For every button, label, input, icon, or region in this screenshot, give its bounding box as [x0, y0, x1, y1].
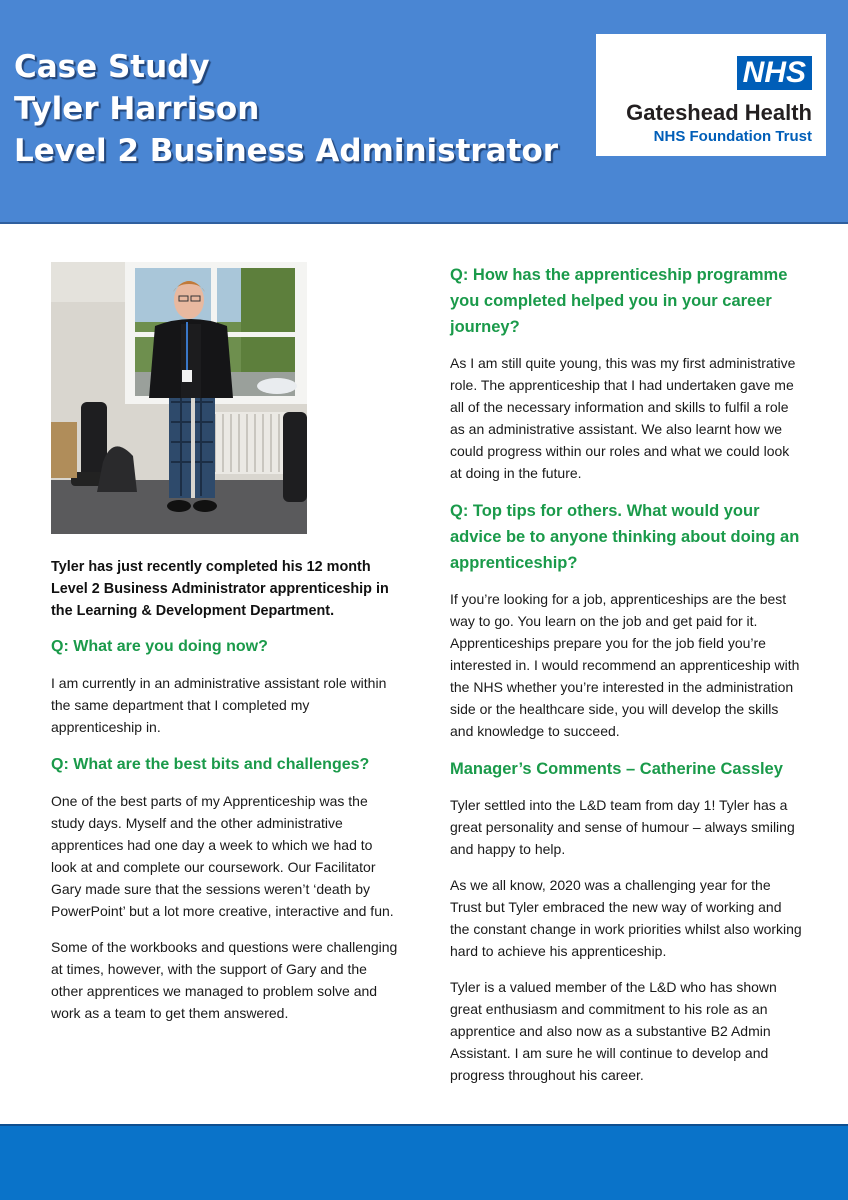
nhs-logo [596, 34, 826, 156]
answer-best-bits-p2: Some of the workbooks and questions were challenging at times, however, with the support of Gary and the other apprentices we managed to problem solve and work as a team to get them answered. [51, 939, 398, 1021]
manager-comment-p2: As we all know, 2020 was a challenging year for the Trust but Tyler embraced the new way of working and the constant change in work priorities whilst also working hard to achieve his apprenticeship. [450, 877, 802, 959]
header-banner [0, 0, 848, 224]
page-title [14, 46, 558, 172]
footer-band [0, 1124, 848, 1200]
title-line-role: Level 2 Business Administrator [14, 133, 559, 169]
right-column [450, 262, 802, 1100]
answer-best-bits-p1: One of the best parts of my Apprenticeship was the study days. Myself and the other administrative apprentices had one day a week to which we had to look at and complete our coursework. Our Facilitator Gary made sure that the sessions weren’t ‘death by PowerPoint’ but a lot more creative, interactive and fun. [51, 793, 394, 919]
title-line-case-study: Case Study [14, 49, 210, 85]
manager-comment-p1: Tyler settled into the L&D team from day 1! Tyler has a great personality and sense of humour – always smiling and happy to help. [450, 797, 795, 857]
org-name: Gateshead Health [626, 100, 812, 125]
answer-top-tips: If you’re looking for a job, apprenticeships are the best way to go. You learn on the job and get paid for it. Apprenticeships prepare you for the job field you’re interested in. I would recommend an apprenticeship with the NHS whether you’re interested in the administration side or the healthcare side, you will develop the skills and knowledge to succeed. [450, 591, 800, 739]
question-best-bits: Q: What are the best bits and challenges? [51, 756, 370, 773]
org-subtitle: NHS Foundation Trust [653, 128, 812, 145]
question-doing-now: Q: What are you doing now? [51, 638, 268, 655]
answer-doing-now: I am currently in an administrative assistant role within the same department that I completed my apprenticeship in. [51, 675, 387, 735]
left-column [51, 262, 401, 1038]
nhs-badge: NHS [737, 56, 812, 90]
intro-paragraph: Tyler has just recently completed his 12 month Level 2 Business Administrator apprenticeship in the Learning & Development Department. [51, 559, 389, 619]
question-top-tips: Q: Top tips for others. What would your advice be to anyone thinking about doing an apprenticeship? [450, 502, 800, 572]
answer-career-journey: As I am still quite young, this was my first administrative role. The apprenticeship that I had undertaken gave me all of the necessary information and skills to fulfil a role as an administrative assistant. We also learnt how we could progress within our roles and what we could look at doing in the future. [450, 355, 796, 481]
portrait-photo [51, 262, 307, 534]
manager-comments-heading: Manager’s Comments – Catherine Cassley [450, 760, 783, 778]
title-line-name: Tyler Harrison [14, 91, 260, 127]
question-career-journey: Q: How has the apprenticeship programme you completed helped you in your career journey? [450, 266, 788, 336]
manager-comment-p3: Tyler is a valued member of the L&D who has shown great enthusiasm and commitment to his role as an apprentice and also now as a substantive B2 Admin Assistant. I am sure he will continue to develop and progress throughout his career. [450, 979, 777, 1083]
